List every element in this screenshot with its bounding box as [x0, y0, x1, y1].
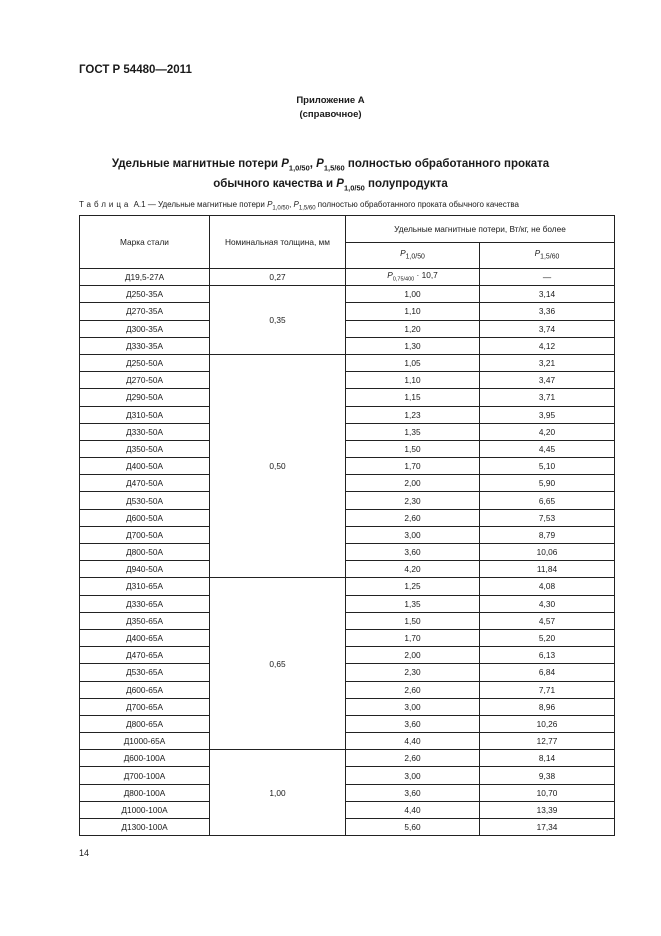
cell-p1: 2,60	[346, 750, 480, 767]
page-number: 14	[79, 848, 90, 858]
cell-grade: Д330-35А	[80, 337, 210, 354]
cell-p1: 1,50	[346, 440, 480, 457]
cell-p2: 8,96	[480, 698, 615, 715]
header-p1: $P_{1,0/50}$	[346, 243, 480, 269]
cell-p1: 2,30	[346, 664, 480, 681]
cell-grade: Д530-65А	[80, 664, 210, 681]
cell-grade: Д270-35А	[80, 303, 210, 320]
cell-p1: 1,00	[346, 286, 480, 303]
cell-p2: 9,38	[480, 767, 615, 784]
table-header-row	[80, 216, 615, 243]
cell-grade: Д400-65А	[80, 629, 210, 646]
section-title-line-1: Удельные магнитные потери $P_{1,0/50}$, $P_{1,5/60}$ полностью обработанного проката	[111, 158, 550, 173]
cell-p1: 3,00	[346, 526, 480, 543]
cell-p2: 8,14	[480, 750, 615, 767]
cell-grade: Д600-100А	[80, 750, 210, 767]
cell-p2: 3,71	[480, 389, 615, 406]
cell-grade: Д19,5-27А	[80, 269, 210, 286]
cell-grade: Д600-50А	[80, 509, 210, 526]
cell-grade: Д330-65А	[80, 595, 210, 612]
cell-grade: Д310-65А	[80, 578, 210, 595]
cell-p1: $P_{0,75/400} \cdot 10,7$	[346, 269, 480, 286]
table-row	[80, 544, 615, 561]
table-row	[80, 440, 615, 457]
header-p2: $P_{1,5/60}$	[480, 243, 615, 269]
cell-p1: 4,20	[346, 561, 480, 578]
cell-p2: 3,74	[480, 320, 615, 337]
cell-p1: 1,25	[346, 578, 480, 595]
cell-grade: Д1000-65А	[80, 733, 210, 750]
cell-p2: 3,47	[480, 372, 615, 389]
cell-p2: 13,39	[480, 801, 615, 818]
table-row	[80, 647, 615, 664]
table-row	[80, 698, 615, 715]
cell-p2: 4,20	[480, 423, 615, 440]
cell-grade: Д310-50А	[80, 406, 210, 423]
cell-p2: 3,95	[480, 406, 615, 423]
table-row	[80, 475, 615, 492]
header-grade: Марка стали	[80, 216, 210, 269]
table-row	[80, 578, 615, 595]
cell-p1: 1,10	[346, 303, 480, 320]
header-losses: Удельные магнитные потери, Вт/кг, не более	[346, 216, 615, 243]
cell-grade: Д1000-100А	[80, 801, 210, 818]
cell-grade: Д250-50А	[80, 354, 210, 371]
cell-thickness: 0,50	[210, 354, 346, 577]
cell-p2: 3,14	[480, 286, 615, 303]
table-row	[80, 715, 615, 732]
table-row	[80, 320, 615, 337]
cell-thickness: 0,65	[210, 578, 346, 750]
cell-p2: 11,84	[480, 561, 615, 578]
cell-p1: 1,05	[346, 354, 480, 371]
cell-grade: Д530-50А	[80, 492, 210, 509]
table-row	[80, 561, 615, 578]
table-row	[80, 423, 615, 440]
cell-grade: Д290-50А	[80, 389, 210, 406]
cell-p1: 5,60	[346, 819, 480, 836]
table-row	[80, 509, 615, 526]
cell-p1: 1,20	[346, 320, 480, 337]
cell-grade: Д400-50А	[80, 458, 210, 475]
cell-p1: 2,30	[346, 492, 480, 509]
header-thickness: Номинальная толщина, мм	[210, 216, 346, 269]
cell-p1: 1,30	[346, 337, 480, 354]
cell-p1: 3,00	[346, 698, 480, 715]
cell-p1: 3,60	[346, 544, 480, 561]
document-code: ГОСТ Р 54480—2011	[79, 64, 192, 76]
cell-p2: 17,34	[480, 819, 615, 836]
cell-p1: 1,50	[346, 612, 480, 629]
table-row	[80, 526, 615, 543]
table-row	[80, 372, 615, 389]
cell-grade: Д600-65А	[80, 681, 210, 698]
cell-p2: 10,26	[480, 715, 615, 732]
table-row	[80, 595, 615, 612]
cell-p2: —	[480, 269, 615, 286]
cell-p1: 1,10	[346, 372, 480, 389]
cell-p2: 12,77	[480, 733, 615, 750]
losses-table	[79, 215, 615, 836]
table-row	[80, 784, 615, 801]
table-row	[80, 492, 615, 509]
cell-p1: 3,60	[346, 715, 480, 732]
cell-p2: 8,79	[480, 526, 615, 543]
cell-p2: 6,65	[480, 492, 615, 509]
section-title-line-2: обычного качества и $P_{1,0/50}$ полупродукта	[213, 178, 448, 193]
table-row	[80, 819, 615, 836]
cell-p1: 4,40	[346, 801, 480, 818]
cell-p1: 1,23	[346, 406, 480, 423]
cell-grade: Д800-50А	[80, 544, 210, 561]
cell-p1: 1,35	[346, 595, 480, 612]
appendix-note: (справочное)	[299, 109, 362, 120]
cell-p1: 4,40	[346, 733, 480, 750]
table-row	[80, 681, 615, 698]
cell-thickness: 0,27	[210, 269, 346, 286]
cell-p1: 1,35	[346, 423, 480, 440]
table-row	[80, 269, 615, 286]
cell-p2: 3,21	[480, 354, 615, 371]
table-row	[80, 612, 615, 629]
cell-p1: 2,60	[346, 509, 480, 526]
table-caption: Таблица А.1 — Удельные магнитные потери $P_{1,0/50}$, $P_{1,5/60}$ полностью обработанного проката обычного качества	[79, 200, 519, 212]
cell-p1: 1,70	[346, 629, 480, 646]
cell-grade: Д940-50А	[80, 561, 210, 578]
cell-p2: 5,10	[480, 458, 615, 475]
cell-grade: Д350-65А	[80, 612, 210, 629]
table-row	[80, 750, 615, 767]
table-row	[80, 389, 615, 406]
table-row	[80, 733, 615, 750]
cell-p2: 6,84	[480, 664, 615, 681]
cell-p1: 3,60	[346, 784, 480, 801]
cell-p2: 10,06	[480, 544, 615, 561]
cell-p2: 4,30	[480, 595, 615, 612]
table-row	[80, 303, 615, 320]
cell-thickness: 0,35	[210, 286, 346, 355]
cell-p2: 4,08	[480, 578, 615, 595]
cell-grade: Д300-35А	[80, 320, 210, 337]
cell-grade: Д250-35А	[80, 286, 210, 303]
cell-grade: Д1300-100А	[80, 819, 210, 836]
cell-grade: Д700-100А	[80, 767, 210, 784]
appendix-title: Приложение А	[296, 95, 365, 106]
table-row	[80, 801, 615, 818]
cell-grade: Д350-50А	[80, 440, 210, 457]
cell-p2: 4,45	[480, 440, 615, 457]
cell-grade: Д330-50А	[80, 423, 210, 440]
cell-p2: 4,12	[480, 337, 615, 354]
cell-grade: Д470-65А	[80, 647, 210, 664]
cell-p2: 7,71	[480, 681, 615, 698]
table-row	[80, 767, 615, 784]
cell-p1: 3,00	[346, 767, 480, 784]
table-row	[80, 286, 615, 303]
cell-p1: 1,15	[346, 389, 480, 406]
cell-thickness: 1,00	[210, 750, 346, 836]
cell-grade: Д470-50А	[80, 475, 210, 492]
cell-grade: Д800-65А	[80, 715, 210, 732]
table-row	[80, 337, 615, 354]
cell-p2: 4,57	[480, 612, 615, 629]
cell-grade: Д270-50А	[80, 372, 210, 389]
appendix-heading	[0, 94, 661, 122]
table-row	[80, 406, 615, 423]
table-row	[80, 458, 615, 475]
cell-p1: 2,00	[346, 475, 480, 492]
cell-p1: 1,70	[346, 458, 480, 475]
cell-p2: 10,70	[480, 784, 615, 801]
cell-grade: Д800-100А	[80, 784, 210, 801]
cell-p1: 2,00	[346, 647, 480, 664]
cell-p2: 5,20	[480, 629, 615, 646]
table-row	[80, 629, 615, 646]
table-row	[80, 354, 615, 371]
cell-p2: 6,13	[480, 647, 615, 664]
table-caption-label: Таблица	[79, 200, 132, 209]
cell-grade: Д700-50А	[80, 526, 210, 543]
section-title	[0, 156, 661, 197]
cell-p1: 2,60	[346, 681, 480, 698]
cell-p2: 5,90	[480, 475, 615, 492]
cell-p2: 7,53	[480, 509, 615, 526]
table-row	[80, 664, 615, 681]
cell-p2: 3,36	[480, 303, 615, 320]
cell-grade: Д700-65А	[80, 698, 210, 715]
